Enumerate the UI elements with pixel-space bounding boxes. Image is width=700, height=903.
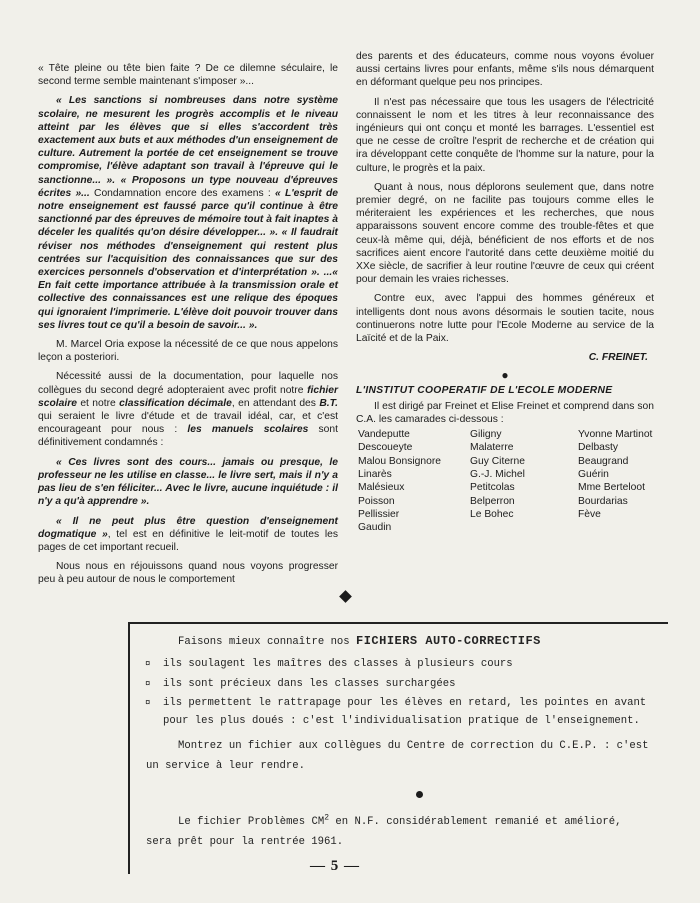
member-name: G.-J. Michel <box>470 468 525 480</box>
right-column <box>356 50 654 534</box>
paragraph-dogmatique: « Il ne peut plus être question d'enseignement dogmatique », tel est en définitive le leit-motif de toutes les pages de cet important recueil. <box>38 515 339 553</box>
paragraph-rejouissons: Nous nous en réjouissons quand nous voyons progresser peu à peu autour de nous le comportement <box>38 561 338 586</box>
separator-dot: ● <box>501 368 509 383</box>
paragraph-deplorons: Quant à nous, nous déplorons seulement que, dans notre premier degré, on ne facilite pas toujours comme elles le mériteraient les expériences et les recherches, que nous apparaissons souvent encore comme des trouble-fêtes et que ceux-là même qui, déjà, bénéficient de nos efforts et de nos sacrifices aient encore l'autorité dans cette deuxième moitié du XXe siècle, de sacrifier à leur routine l'œuvre de ceux qui créent pour demain les vraies richesses. <box>356 181 654 286</box>
paragraph-electricite: Il n'est pas nécessaire que tous les usagers de l'électricité connaissent le nom et les titres à leur reconnaissance des ingénieurs qui ont conçu et monté les barrages. L'essentiel est que ne cesse de croître l'esprit de recherche et de création qui ira développant cette conquête de l'homme sur la nature, pour la culture, le progrès et la paix. <box>356 96 654 174</box>
box-fichier-line-1: Le fichier Problèmes $CM^2$ en N.F. considérablement remanié et amélioré, <box>178 813 622 828</box>
paragraph-contre-eux: Contre eux, avec l'appui des hommes généreux et intelligents dont nous avons désormais le soutien tacite, nous continuerons notre lutte pour l'Ecole Moderne au service de la Laïcité et de la Paix. <box>356 293 654 345</box>
member-name: Guy Citerne <box>470 455 525 467</box>
page-number: — 5 — <box>310 858 360 874</box>
box-fichier-line-2: sera prêt pour la rentrée 1961. <box>146 836 344 848</box>
names-column-1 <box>358 428 470 534</box>
institut-text: Il est dirigé par Freinet et Elise Freinet et comprend dans son C.A. les camarades ci-dessous : <box>356 400 654 425</box>
box-bullet-3: ¤ ils permettent le rattrapage pour les élèves en retard, les pointes en avant <box>145 697 647 709</box>
member-name: Malou Bonsignore <box>358 455 441 467</box>
box-bullet-3-continued: pour les plus doués : c'est l'individualisation pratique de l'enseignement. <box>163 715 640 727</box>
signature: C. FREINET. <box>588 352 648 364</box>
quote-sanctions: « Les sanctions si nombreuses dans notre système scolaire, ne mesurent les progrès accomplis et le niveau atteint par les élèves que si elles s'accordent très exactement aux buts et aux méthodes d'un enseignement de culture. Autrement la portée de cet enseignement se trouve compromise, l'élève adaptant son travail à l'épreuve qui le sanctionne... ». « Proposons un type nouveau d'épreuves écrites »... Condamnation encore des examens : « L'esprit de notre enseignement est faussé parce qu'il continue à être sanctionné par des épreuves de mémoire tout à fait inaptes à déceler les qualités qu'on désire développer... ». « Il faudrait réviser nos méthodes d'enseignement qui restent plus centrées sur l'acquisition des connaissances que sur des exercices personnels d'observation et d'interprétation ». ...« En fait cette importance attribuée à la transmission orale et collective des connaissances est une relique des époques qui ignoraient l'imprimerie. L'élève doit pouvoir trouver dans ses livres tout ce qu'il a besoin de savoir... ». <box>38 95 338 331</box>
member-name: Petitcolas <box>470 482 515 494</box>
box-bullet-2: ¤ ils sont précieux dans les classes surchargées <box>145 678 456 690</box>
box-show-line-2: un service à leur rendre. <box>146 760 305 772</box>
member-name: Delbasty <box>578 442 619 454</box>
member-name: Bourdarias <box>578 495 628 507</box>
box-top-rule <box>128 622 668 624</box>
names-column-2 <box>470 428 578 534</box>
member-name: Pellissier <box>358 508 400 520</box>
box-title-line: Faisons mieux connaître nos FICHIERS AUTO-CORRECTIFS <box>178 634 541 648</box>
member-name: Linarès <box>358 468 392 480</box>
member-name: Beaugrand <box>578 455 629 467</box>
quote-livres: « Ces livres sont des cours... jamais ou presque, le professeur ne les utilise en classe... le livre sert, mais il n'y a pas lieu de s'en féliciter... Avec le livre, aucune inquiétude : il n'y a qu'à apprendre ». <box>38 456 338 508</box>
member-name: Malésieux <box>358 482 405 494</box>
quote-intro: « Tête pleine ou tête bien faite ? De ce dilemne séculaire, le second terme semble maintenant s'imposer »... <box>38 63 338 88</box>
box-title: FICHIERS AUTO-CORRECTIFS <box>356 634 541 648</box>
member-name: Guérin <box>578 468 609 480</box>
member-name: Fève <box>578 508 601 520</box>
box-left-rule <box>128 622 130 874</box>
member-name: Vandeputte <box>358 429 410 441</box>
left-column <box>38 62 338 593</box>
paragraph-documentation: Nécessité aussi de la documentation, pour laquelle nos collègues du second degré adopteraient avec profit notre fichier scolaire et notre classification décimale, en attendant des B.T. qui seraient le livre d'étude et de travail idéal, car, et c'est encourageant pour nous : les manuels scolaires sont définitivement condamnés : <box>38 371 338 449</box>
paragraph-parents: des parents et des éducateurs, comme nous voyons évoluer aussi certains livres pour enfants, même s'ils nous démarquent en déformant quelque peu nos principes. <box>356 51 654 89</box>
board-members-list <box>358 428 654 534</box>
box-show-line-1: Montrez un fichier aux collègues du Centre de correction du C.E.P. : c'est <box>178 740 649 752</box>
box-bullet-1: ¤ ils soulagent les maîtres des classes à plusieurs cours <box>145 658 513 670</box>
diamond-separator-icon <box>339 590 352 603</box>
member-name: Descoueyte <box>358 442 413 454</box>
member-name: Gaudin <box>358 522 392 534</box>
member-name: Malaterre <box>470 442 514 454</box>
names-column-3 <box>578 428 658 534</box>
bullet-icon: ¤ <box>145 698 151 708</box>
paragraph-oria: M. Marcel Oria expose la nécessité de ce que nous appelons leçon a posteriori. <box>38 339 338 364</box>
member-name: Yvonne Martinot <box>578 429 653 441</box>
institut-title: L'INSTITUT COOPERATIF DE L'ECOLE MODERNE <box>356 385 613 397</box>
member-name: Le Bohec <box>470 508 514 520</box>
member-name: Poisson <box>358 495 395 507</box>
member-name: Mme Berteloot <box>578 482 645 494</box>
member-name: Giligny <box>470 429 502 441</box>
member-name: Belperron <box>470 495 515 507</box>
bullet-icon: ¤ <box>145 659 151 669</box>
box-separator-dot <box>416 791 423 798</box>
bullet-icon: ¤ <box>145 679 151 689</box>
